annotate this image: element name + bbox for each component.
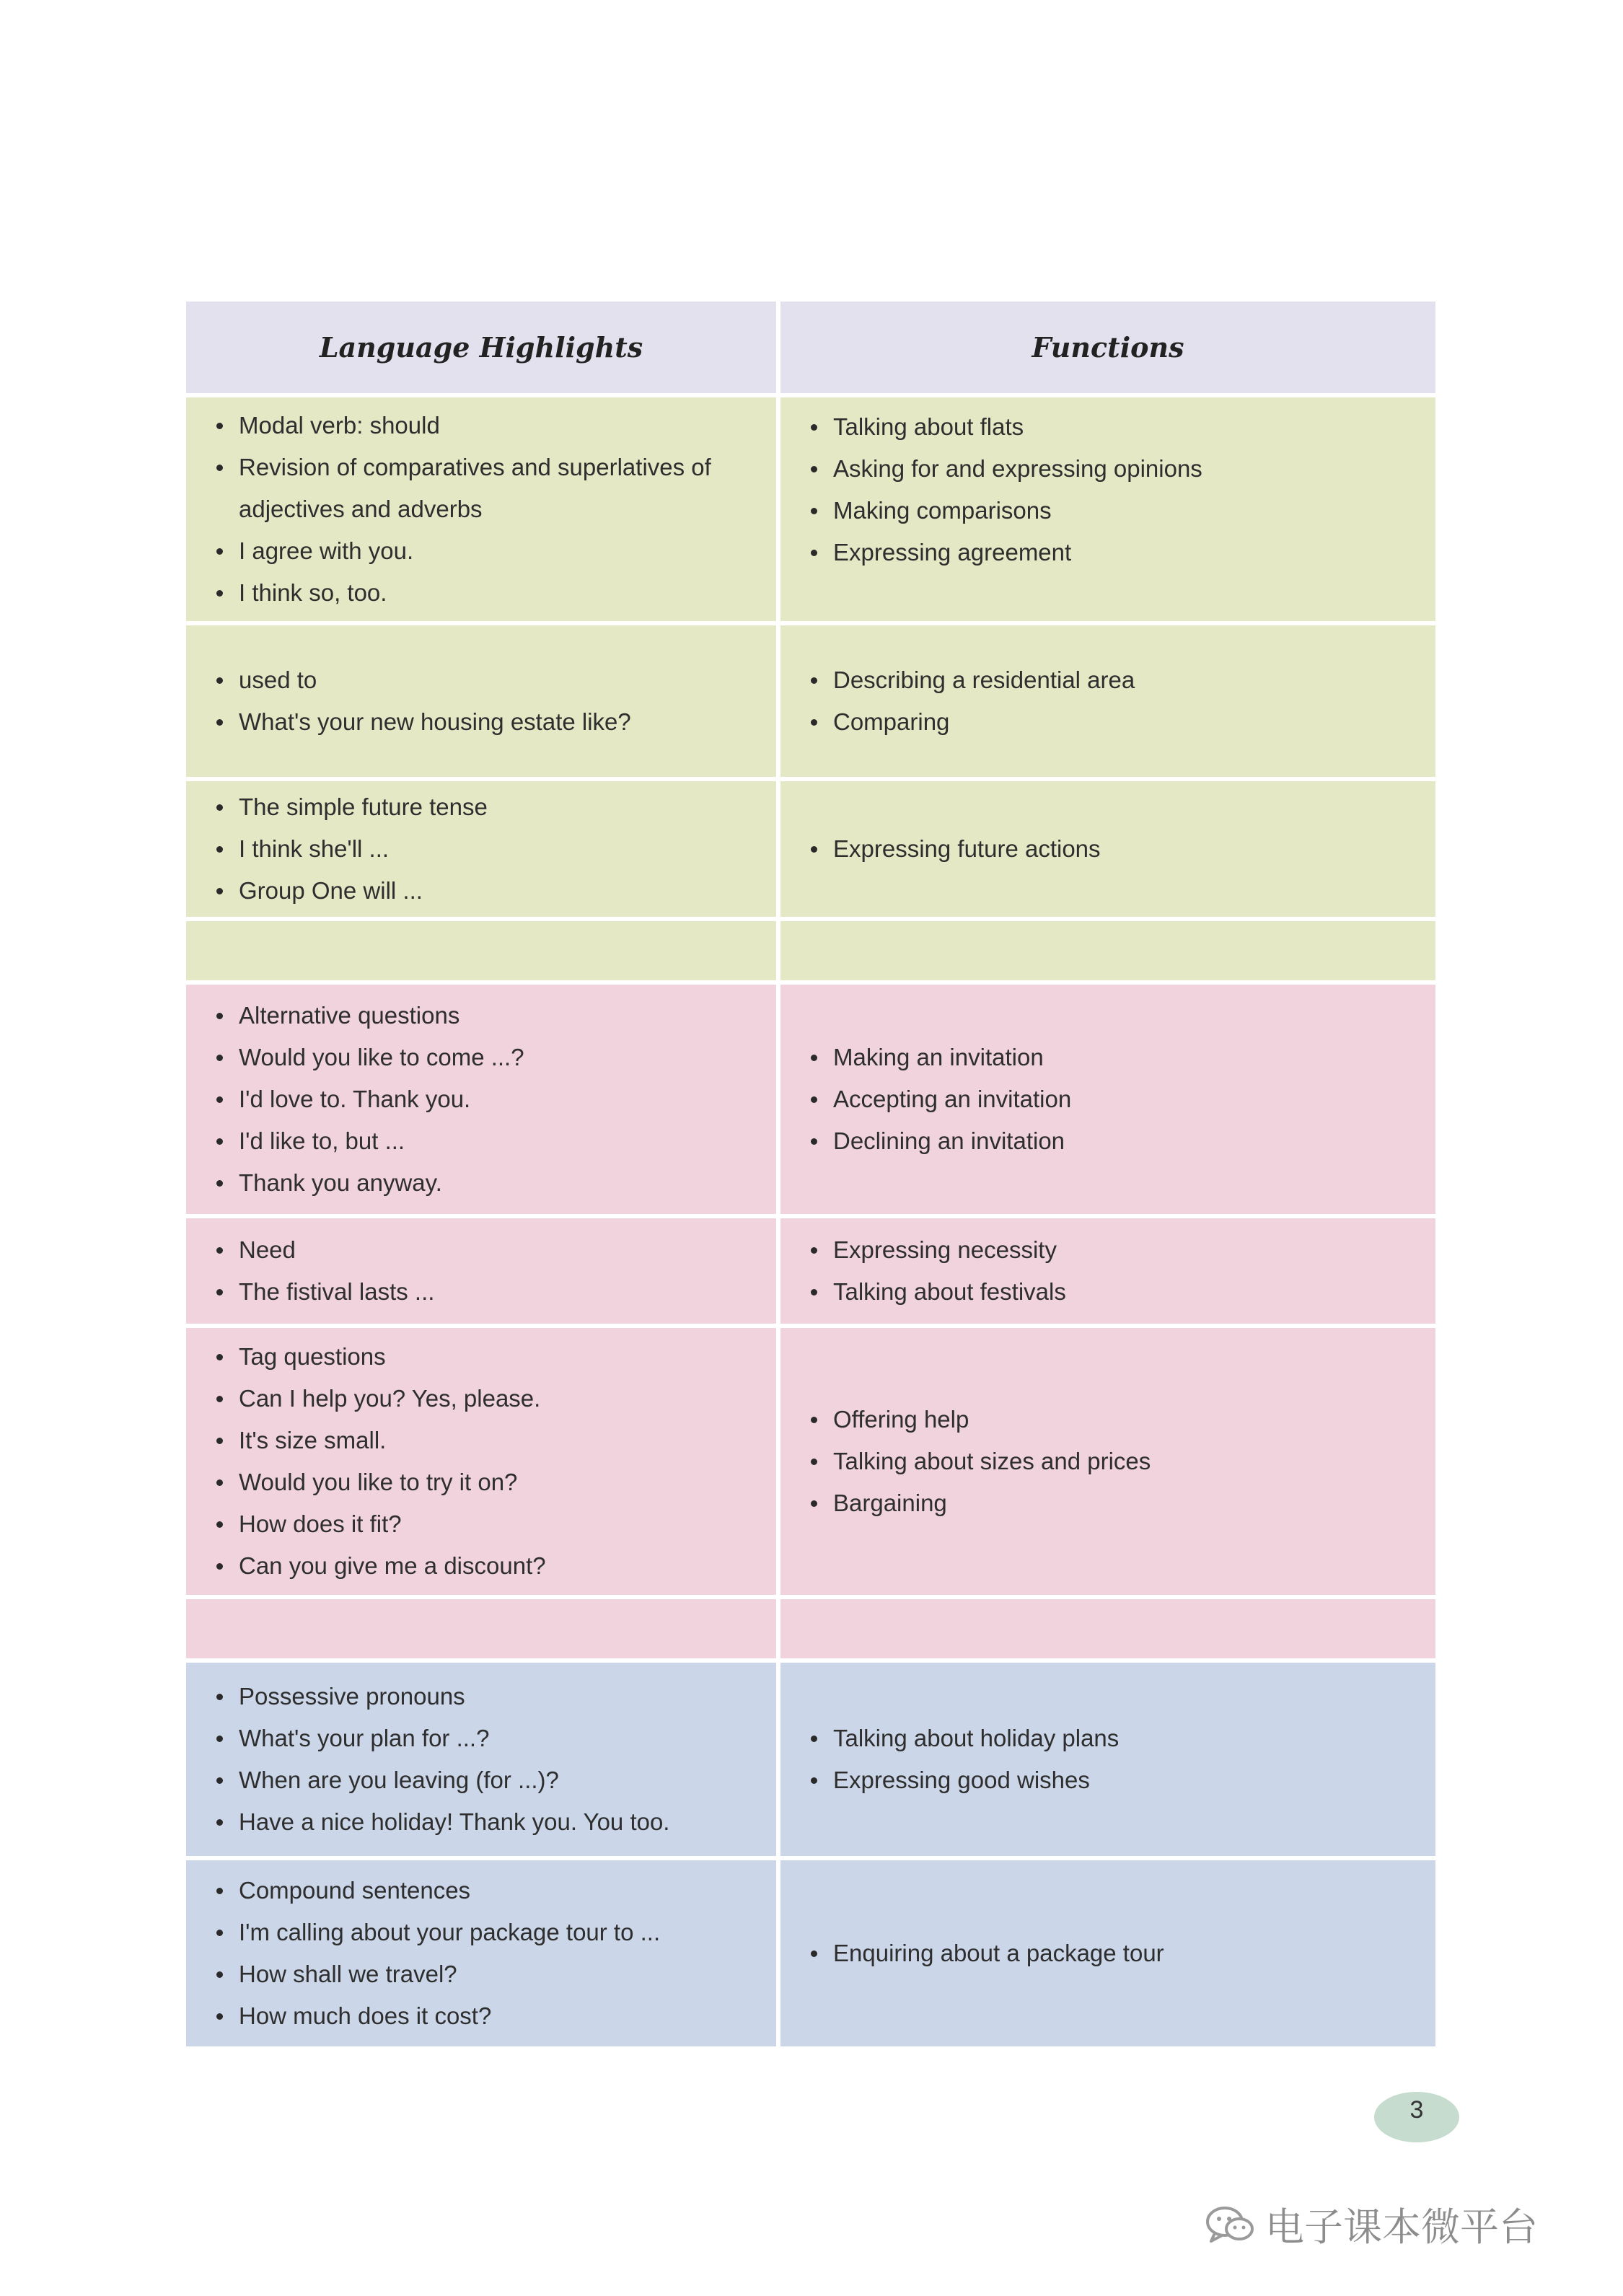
language-cell xyxy=(186,1328,776,1595)
list-item: I think so, too. xyxy=(214,572,770,614)
list-item: Enquiring about a package tour xyxy=(808,1932,1430,1974)
list-item: How does it fit? xyxy=(214,1503,770,1545)
watermark-text: 电子课本微平台 xyxy=(1265,2206,1538,2249)
list-item: Making comparisons xyxy=(808,490,1430,532)
page-number-badge xyxy=(1374,2092,1459,2142)
list-item: Describing a residential area xyxy=(808,659,1430,701)
list-item: Need xyxy=(214,1229,770,1271)
table-row xyxy=(186,1218,1435,1324)
table-row xyxy=(186,1328,1435,1595)
empty-cell xyxy=(780,921,1435,980)
list-item: Can I help you? Yes, please. xyxy=(214,1378,770,1420)
list-item: Declining an invitation xyxy=(808,1120,1430,1162)
functions-cell xyxy=(780,397,1435,621)
functions-cell xyxy=(780,1860,1435,2046)
language-cell xyxy=(186,625,776,777)
list-item: Tag questions xyxy=(214,1336,770,1378)
list-item: Talking about flats xyxy=(808,406,1430,448)
functions-cell xyxy=(780,625,1435,777)
header-right-text: Functions xyxy=(1032,331,1184,364)
list-item: How much does it cost? xyxy=(214,1995,770,2037)
language-cell xyxy=(186,1860,776,2046)
list-item: When are you leaving (for ...)? xyxy=(214,1759,770,1801)
header-left-text: Language Highlights xyxy=(319,331,643,364)
list-item: Would you like to try it on? xyxy=(214,1461,770,1503)
watermark xyxy=(1205,2196,1538,2252)
list-item: Can you give me a discount? xyxy=(214,1545,770,1587)
list-item-continuation: adjectives and adverbs xyxy=(239,496,483,522)
table-row xyxy=(186,1860,1435,2046)
list-item: Compound sentences xyxy=(214,1870,770,1912)
list-item: I'm calling about your package tour to ... xyxy=(214,1912,770,1953)
table-header xyxy=(186,302,1435,393)
table-row xyxy=(186,397,1435,621)
list-item: Revision of comparatives and superlatives of xyxy=(214,447,770,488)
language-cell xyxy=(186,781,776,917)
language-cell xyxy=(186,1663,776,1856)
functions-cell xyxy=(780,1218,1435,1324)
language-cell xyxy=(186,985,776,1214)
functions-cell xyxy=(780,985,1435,1214)
functions-cell xyxy=(780,781,1435,917)
table-row xyxy=(186,985,1435,1214)
table-row xyxy=(186,781,1435,917)
wechat-icon xyxy=(1205,2203,1257,2246)
empty-cell xyxy=(780,1599,1435,1658)
list-item: Accepting an invitation xyxy=(808,1078,1430,1120)
list-item: What's your new housing estate like? xyxy=(214,701,770,743)
list-item: I agree with you. xyxy=(214,530,770,572)
list-item: Comparing xyxy=(808,701,1430,743)
list-item: Offering help xyxy=(808,1399,1430,1441)
list-item: Modal verb: should xyxy=(214,405,770,447)
list-item: Talking about holiday plans xyxy=(808,1717,1430,1759)
list-item: Talking about festivals xyxy=(808,1271,1430,1313)
table-row-empty xyxy=(186,921,1435,980)
list-item: I think she'll ... xyxy=(214,828,770,870)
list-item: The fistival lasts ... xyxy=(214,1271,770,1313)
list-item: Would you like to come ...? xyxy=(214,1037,770,1078)
page-number: 3 xyxy=(1409,2096,1424,2124)
list-item: Have a nice holiday! Thank you. You too. xyxy=(214,1801,770,1843)
list-item: Bargaining xyxy=(808,1482,1430,1524)
list-item: I'd love to. Thank you. xyxy=(214,1078,770,1120)
list-item: Group One will ... xyxy=(214,870,770,912)
list-item: Expressing agreement xyxy=(808,532,1430,573)
functions-cell xyxy=(780,1328,1435,1595)
list-item: What's your plan for ...? xyxy=(214,1717,770,1759)
empty-cell xyxy=(186,921,776,980)
header-language-highlights xyxy=(186,302,776,393)
table-row xyxy=(186,1663,1435,1856)
list-item: Making an invitation xyxy=(808,1037,1430,1078)
highlights-table xyxy=(186,302,1435,2051)
empty-cell xyxy=(186,1599,776,1658)
list-item: The simple future tense xyxy=(214,786,770,828)
list-item: Possessive pronouns xyxy=(214,1676,770,1717)
list-item: used to xyxy=(214,659,770,701)
list-item: Expressing necessity xyxy=(808,1229,1430,1271)
table-row-empty xyxy=(186,1599,1435,1658)
list-item: Expressing future actions xyxy=(808,828,1430,870)
header-functions xyxy=(780,302,1435,393)
language-cell xyxy=(186,1218,776,1324)
list-item: Talking about sizes and prices xyxy=(808,1441,1430,1482)
functions-cell xyxy=(780,1663,1435,1856)
list-item: It's size small. xyxy=(214,1420,770,1461)
language-cell xyxy=(186,397,776,621)
list-item: Expressing good wishes xyxy=(808,1759,1430,1801)
list-item: How shall we travel? xyxy=(214,1953,770,1995)
list-item: Thank you anyway. xyxy=(214,1162,770,1204)
table-row xyxy=(186,625,1435,777)
list-item: I'd like to, but ... xyxy=(214,1120,770,1162)
list-item: Alternative questions xyxy=(214,995,770,1037)
list-item: Asking for and expressing opinions xyxy=(808,448,1430,490)
